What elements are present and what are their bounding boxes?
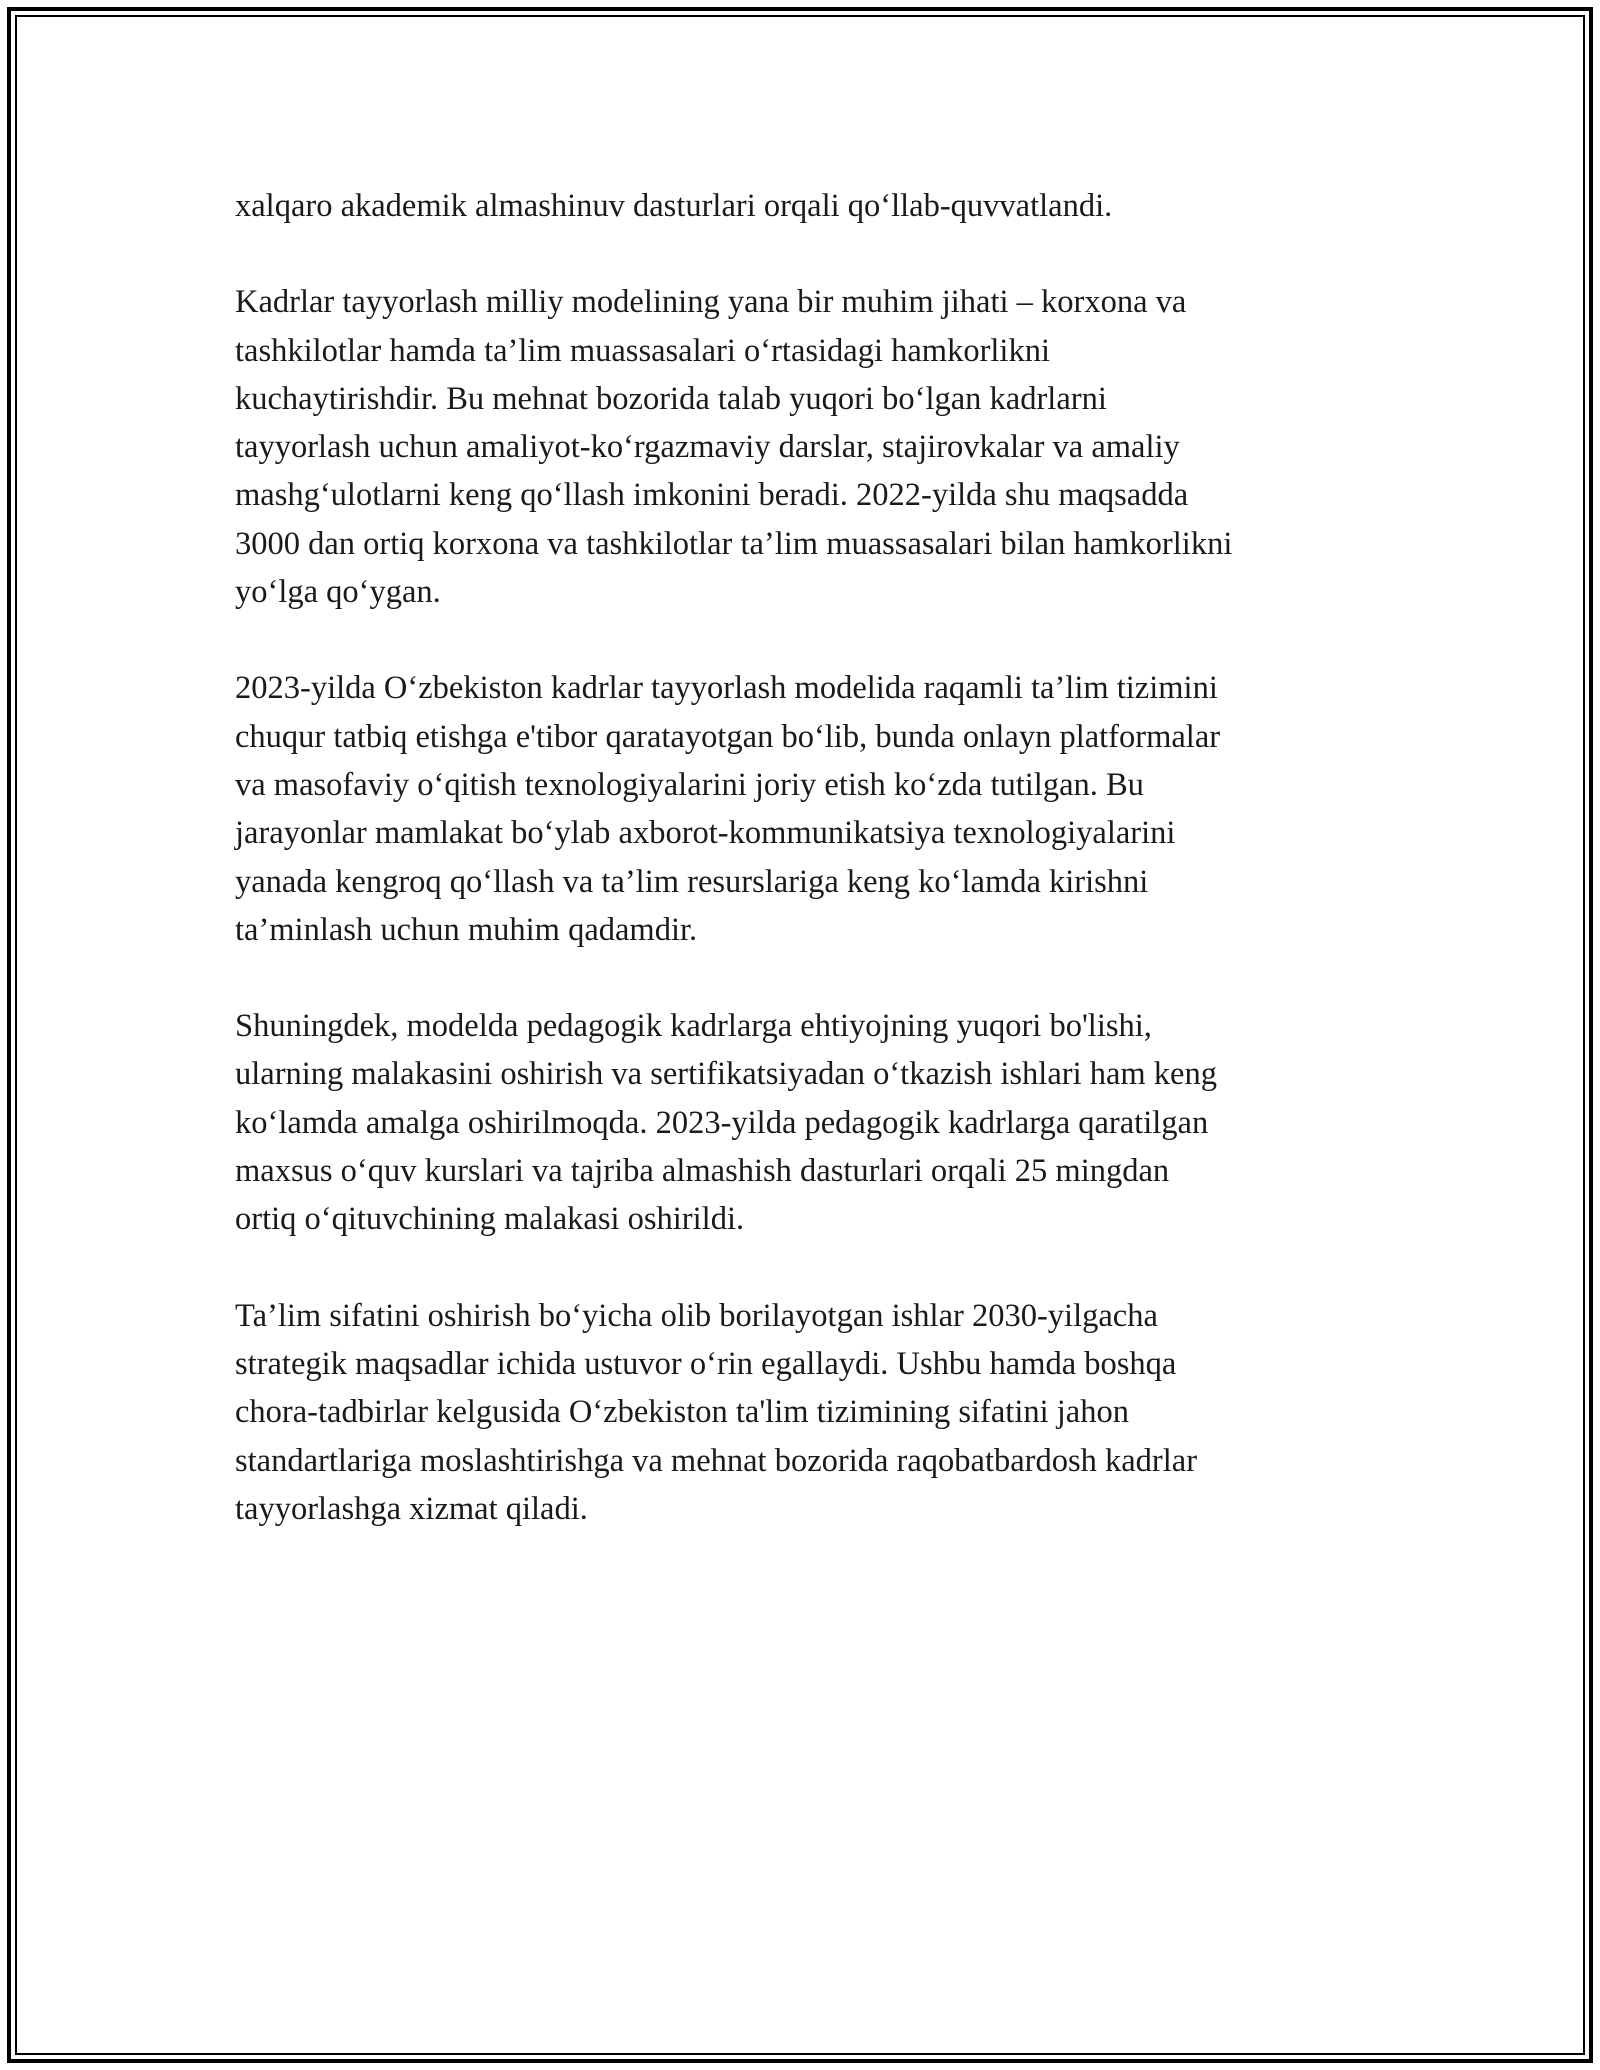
text-line: ta’minlash uchun muhim qadamdir. xyxy=(235,911,698,948)
text-line: tashkilotlar hamda ta’lim muassasalari o‘rtasidagi hamkorlikni xyxy=(235,332,1050,369)
text-line: yo‘lga qo‘ygan. xyxy=(235,574,441,611)
text-line: chora-tadbirlar kelgusida O‘zbekiston ta'lim tizimining sifatini jahon xyxy=(235,1394,1129,1431)
text-line: mashg‘ulotlarni keng qo‘llash imkonini beradi. 2022-yilda shu maqsadda xyxy=(235,477,1189,514)
text-line: jarayonlar mamlakat bo‘ylab axborot-kommunikatsiya texnologiyalarini xyxy=(235,815,1176,852)
text-line: Ta’lim sifatini oshirish bo‘yicha olib borilayotgan ishlar 2030-yilgacha xyxy=(235,1297,1158,1334)
text-line: tayyorlashga xizmat qiladi. xyxy=(235,1490,588,1527)
text-line: 3000 dan ortiq korxona va tashkilotlar ta’lim muassasalari bilan hamkorlikni xyxy=(235,525,1233,562)
text-line: strategik maqsadlar ichida ustuvor o‘rin egallaydi. Ushbu hamda boshqa xyxy=(235,1345,1177,1382)
text-line: tayyorlash uchun amaliyot-ko‘rgazmaviy darslar, stajirovkalar va amaliy xyxy=(235,429,1180,466)
paragraph-3 xyxy=(235,664,1385,954)
text-line: maxsus o‘quv kurslari va tajriba almashish dasturlari orqali 25 mingdan xyxy=(235,1153,1170,1190)
text-line: Shuningdek, modelda pedagogik kadrlarga ehtiyojning yuqori bo'lishi, xyxy=(235,1008,1152,1045)
text-line: standartlariga moslashtirishga va mehnat bozorida raqobatbardosh kadrlar xyxy=(235,1442,1198,1479)
text-line: chuqur tatbiq etishga e'tibor qaratayotgan bo‘lib, bunda onlayn platformalar xyxy=(235,718,1221,755)
text-line: xalqaro akademik almashinuv dasturlari orqali qo‘llab-quvvatlandi. xyxy=(235,188,1113,224)
text-line: ularning malakasini oshirish va sertifikatsiyadan o‘tkazish ishlari ham keng xyxy=(235,1056,1217,1093)
paragraph-2 xyxy=(235,278,1385,616)
text-line: yanada kengroq qo‘llash va ta’lim resurslariga keng ko‘lamda kirishni xyxy=(235,863,1149,900)
text-line: ortiq o‘qituvchining malakasi oshirildi. xyxy=(235,1201,745,1238)
text-line: ko‘lamda amalga oshirilmoqda. 2023-yilda pedagogik kadrlarga qaratilgan xyxy=(235,1104,1209,1141)
paragraph-1 xyxy=(235,182,1385,230)
paragraph-5 xyxy=(235,1292,1385,1533)
paragraph-4 xyxy=(235,1002,1385,1243)
text-line: va masofaviy o‘qitish texnologiyalarini joriy etish ko‘zda tutilgan. Bu xyxy=(235,766,1144,803)
text-line: Kadrlar tayyorlash milliy modelining yana bir muhim jihati – korxona va xyxy=(235,284,1187,321)
text-line: 2023-yilda O‘zbekiston kadrlar tayyorlash modelida raqamli ta’lim tizimini xyxy=(235,670,1218,707)
text-line: kuchaytirishdir. Bu mehnat bozorida talab yuqori bo‘lgan kadrlarni xyxy=(235,380,1107,417)
document-body xyxy=(235,182,1385,1581)
